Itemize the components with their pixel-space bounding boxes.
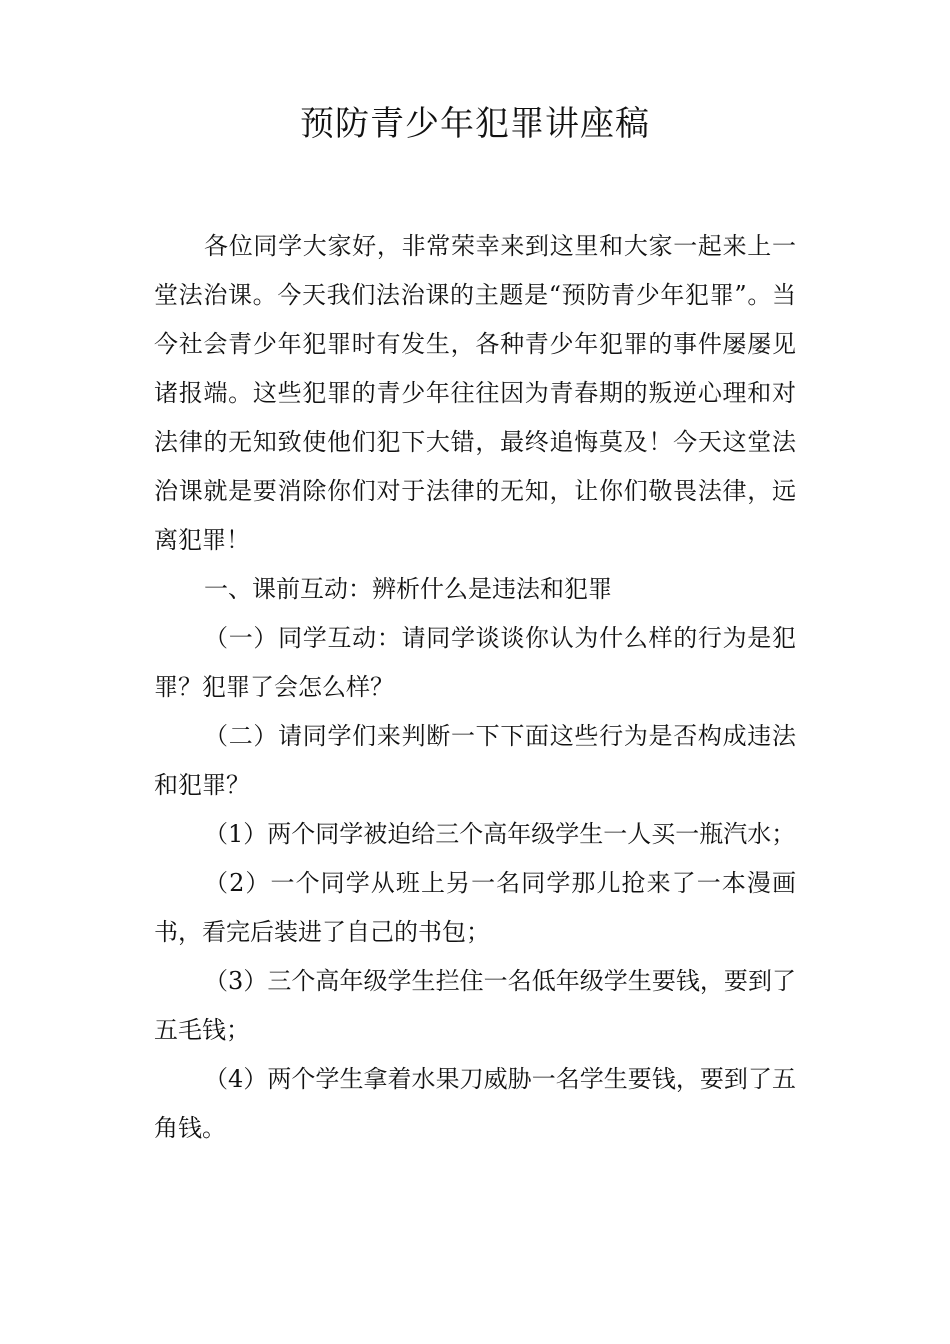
list-item-3: （3）三个高年级学生拦住一名低年级学生要钱，要到了五毛钱；: [154, 967, 796, 1044]
paragraph-intro: 各位同学大家好，非常荣幸来到这里和大家一起来上一堂法治课。今天我们法治课的主题是“预防青少年犯罪”。当今社会青少年犯罪时有发生，各种青少年犯罪的事件屡屡见诸报端。这些犯罪的青少年往往因为青春期的叛逆心理和对法律的无知致使他们犯下大错，最终追悔莫及！今天这堂法治课就是要消除你们对于法律的无知，让你们敬畏法律，远离犯罪！: [154, 232, 796, 554]
list-item-2: （2）一个同学从班上另一名同学那儿抢来了一本漫画书，看完后装进了自己的书包；: [154, 869, 796, 946]
list-item-4: （4）两个学生拿着水果刀威胁一名学生要钱，要到了五角钱。: [154, 1065, 796, 1142]
list-item-1: （1）两个同学被迫给三个高年级学生一人买一瓶汽水；: [204, 820, 796, 848]
document-body: [154, 222, 796, 1153]
section-heading-1: 一、课前互动：辨析什么是违法和犯罪: [204, 575, 612, 603]
subsection-1: （一）同学互动：请同学谈谈你认为什么样的行为是犯罪？犯罪了会怎么样？: [154, 624, 796, 701]
document-title: 预防青少年犯罪讲座稿: [300, 104, 650, 144]
subsection-2: （二）请同学们来判断一下下面这些行为是否构成违法和犯罪？: [154, 722, 796, 799]
